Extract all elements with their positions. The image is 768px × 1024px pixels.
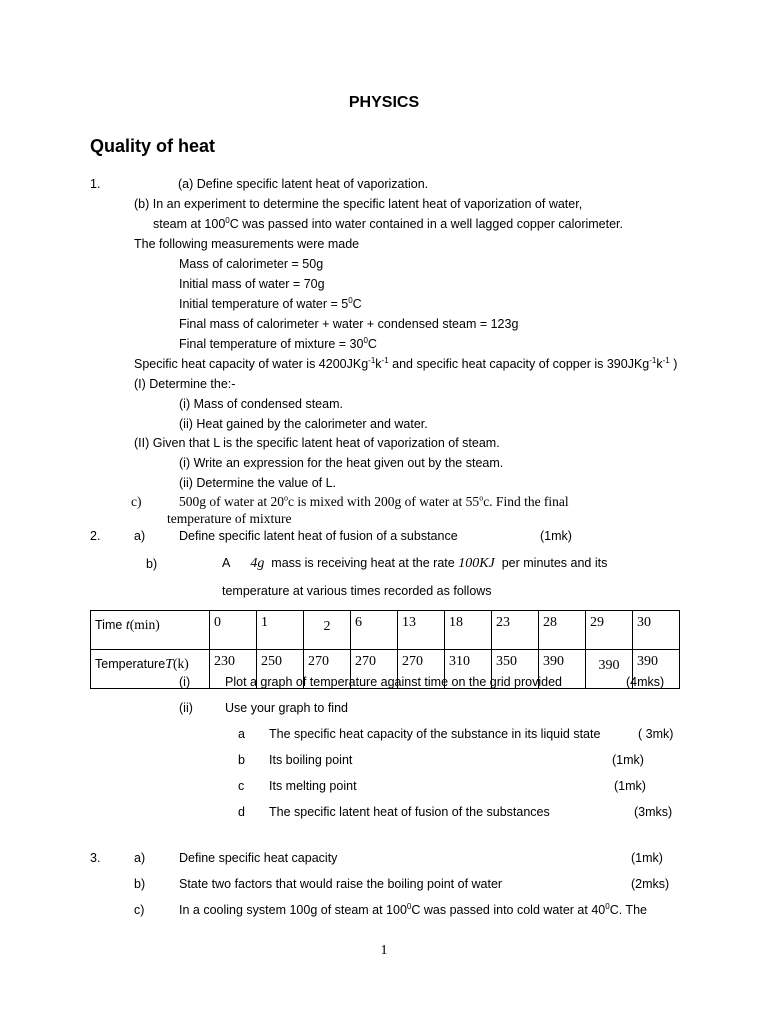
- section-heading: Quality of heat: [90, 136, 216, 156]
- q3-part-b-marks: (2mks): [631, 877, 670, 891]
- q2-part-a-marks: (1mk): [540, 529, 572, 543]
- sub-marks: ( 3mk): [638, 727, 674, 741]
- temperature-cell: 270: [304, 650, 351, 689]
- question-number: 1.: [90, 177, 101, 191]
- measurement-calorimeter-mass: Mass of calorimeter = 50g: [179, 257, 324, 271]
- q2-part-i-text: Plot a graph of temperature against time on the grid provided: [225, 675, 563, 689]
- q3-part-a-marks: (1mk): [631, 851, 663, 865]
- sub-label: d: [238, 805, 245, 819]
- q2-part-a-text: Define specific latent heat of fusion of a substance: [179, 529, 458, 543]
- q2-part-i-marks: (4mks): [626, 675, 665, 689]
- time-cell: 0: [210, 611, 257, 650]
- sub-label: c: [238, 779, 245, 793]
- time-cell: 2: [304, 611, 351, 650]
- sub-text: The specific heat capacity of the substance in its liquid state: [269, 727, 601, 741]
- measurement-water-mass: Initial mass of water = 70g: [179, 277, 325, 291]
- q2-part-ii-text: Use your graph to find: [225, 701, 348, 715]
- q1-part-I-ii: (ii) Heat gained by the calorimeter and water.: [179, 417, 428, 431]
- q3-part-b-label: b): [134, 877, 146, 891]
- temperature-cell: 310: [445, 650, 492, 689]
- q3-part-a-label: a): [134, 851, 146, 865]
- q1-part-II-ii: (ii) Determine the value of L.: [179, 476, 337, 490]
- q2-part-i-label: (i): [179, 675, 191, 689]
- temperature-cell: 270: [351, 650, 398, 689]
- temperature-cell: 250: [257, 650, 304, 689]
- measurement-final-mass: Final mass of calorimeter + water + condensed steam = 123g: [179, 317, 519, 331]
- q1-part-b-line2: steam at $100^0C$ was passed into water contained in a well lagged copper calorimeter.: [153, 215, 623, 231]
- page-title: PHYSICS: [348, 94, 420, 111]
- q1-part-II-i: (i) Write an expression for the heat given out by the steam.: [179, 456, 504, 470]
- q1-part-II: (II) Given that L is the specific latent heat of vaporization of steam.: [134, 436, 500, 450]
- q3-part-b-text: State two factors that would raise the boiling point of water: [179, 877, 503, 891]
- sub-text: Its boiling point: [269, 753, 353, 767]
- page-number: 1: [380, 943, 388, 958]
- question-number: 2.: [90, 529, 101, 543]
- q2-part-b-line1: A 4g mass is receiving heat at the rate 100KJ per minutes and its: [222, 556, 608, 571]
- q3-part-c-label: c): [134, 903, 145, 917]
- temperature-cell: 270: [398, 650, 445, 689]
- q1-part-I-i: (i) Mass of condensed steam.: [179, 397, 343, 411]
- sub-text: Its melting point: [269, 779, 357, 793]
- q1-part-c-line1: 500g of water at 20$^o$c is mixed with 200g of water at 55$^o$c. Find the final: [179, 493, 569, 509]
- sub-marks: (1mk): [612, 753, 644, 767]
- time-cell: 18: [445, 611, 492, 650]
- sub-label: a: [238, 727, 245, 741]
- temperature-cell: 230: [210, 650, 257, 689]
- question-number: 3.: [90, 851, 101, 865]
- temperature-cell: 390: [539, 650, 586, 689]
- temperature-cell: 390: [633, 650, 680, 689]
- q1-part-c-line2: temperature of mixture: [167, 511, 292, 526]
- sub-marks: (1mk): [614, 779, 646, 793]
- q2-part-ii-label: (ii): [179, 701, 193, 715]
- measurement-initial-temp: Initial temperature of water = $5^0C$: [179, 295, 362, 311]
- time-cell: 1: [257, 611, 304, 650]
- time-cell: 23: [492, 611, 539, 650]
- temperature-header: TemperatureT(k): [91, 650, 210, 689]
- q1-part-a: (a) Define specific latent heat of vaporization.: [178, 177, 429, 191]
- sub-text: The specific latent heat of fusion of the substances: [269, 805, 550, 819]
- measurement-final-temp: Final temperature of mixture = $30^0C$: [179, 335, 377, 351]
- q3-part-c-text: In a cooling system 100g of steam at $100^0C$ was passed into cold water at $40^0C$. The: [179, 901, 647, 917]
- temperature-cell: 350: [492, 650, 539, 689]
- q1-part-b-line1: (b) In an experiment to determine the specific latent heat of vaporization of water,: [134, 197, 583, 211]
- q2-part-b-line2: temperature at various times recorded as follows: [222, 584, 492, 598]
- time-cell: 13: [398, 611, 445, 650]
- time-cell: 29: [586, 611, 633, 650]
- measurements-intro: The following measurements were made: [134, 237, 360, 251]
- time-header: Time t(min): [91, 611, 210, 650]
- q1-part-c-label: c): [131, 494, 142, 509]
- time-cell: 6: [351, 611, 398, 650]
- sub-marks: (3mks): [634, 805, 673, 819]
- q1-part-I: (I) Determine the:-: [134, 377, 236, 391]
- sub-label: b: [238, 753, 245, 767]
- specific-heat-capacities: Specific heat capacity of water is $4200JKg^{-1}k^{-1}$ and specific heat capacity of copper is $390JKg^{-1}k^{-1}$ ): [134, 355, 678, 371]
- q2-part-b-label: b): [146, 557, 158, 571]
- time-cell: 28: [539, 611, 586, 650]
- table-row: [91, 611, 680, 650]
- q2-part-a-label: a): [134, 529, 146, 543]
- temperature-cell: 390: [586, 650, 633, 689]
- time-cell: 30: [633, 611, 680, 650]
- q3-part-a-text: Define specific heat capacity: [179, 851, 338, 865]
